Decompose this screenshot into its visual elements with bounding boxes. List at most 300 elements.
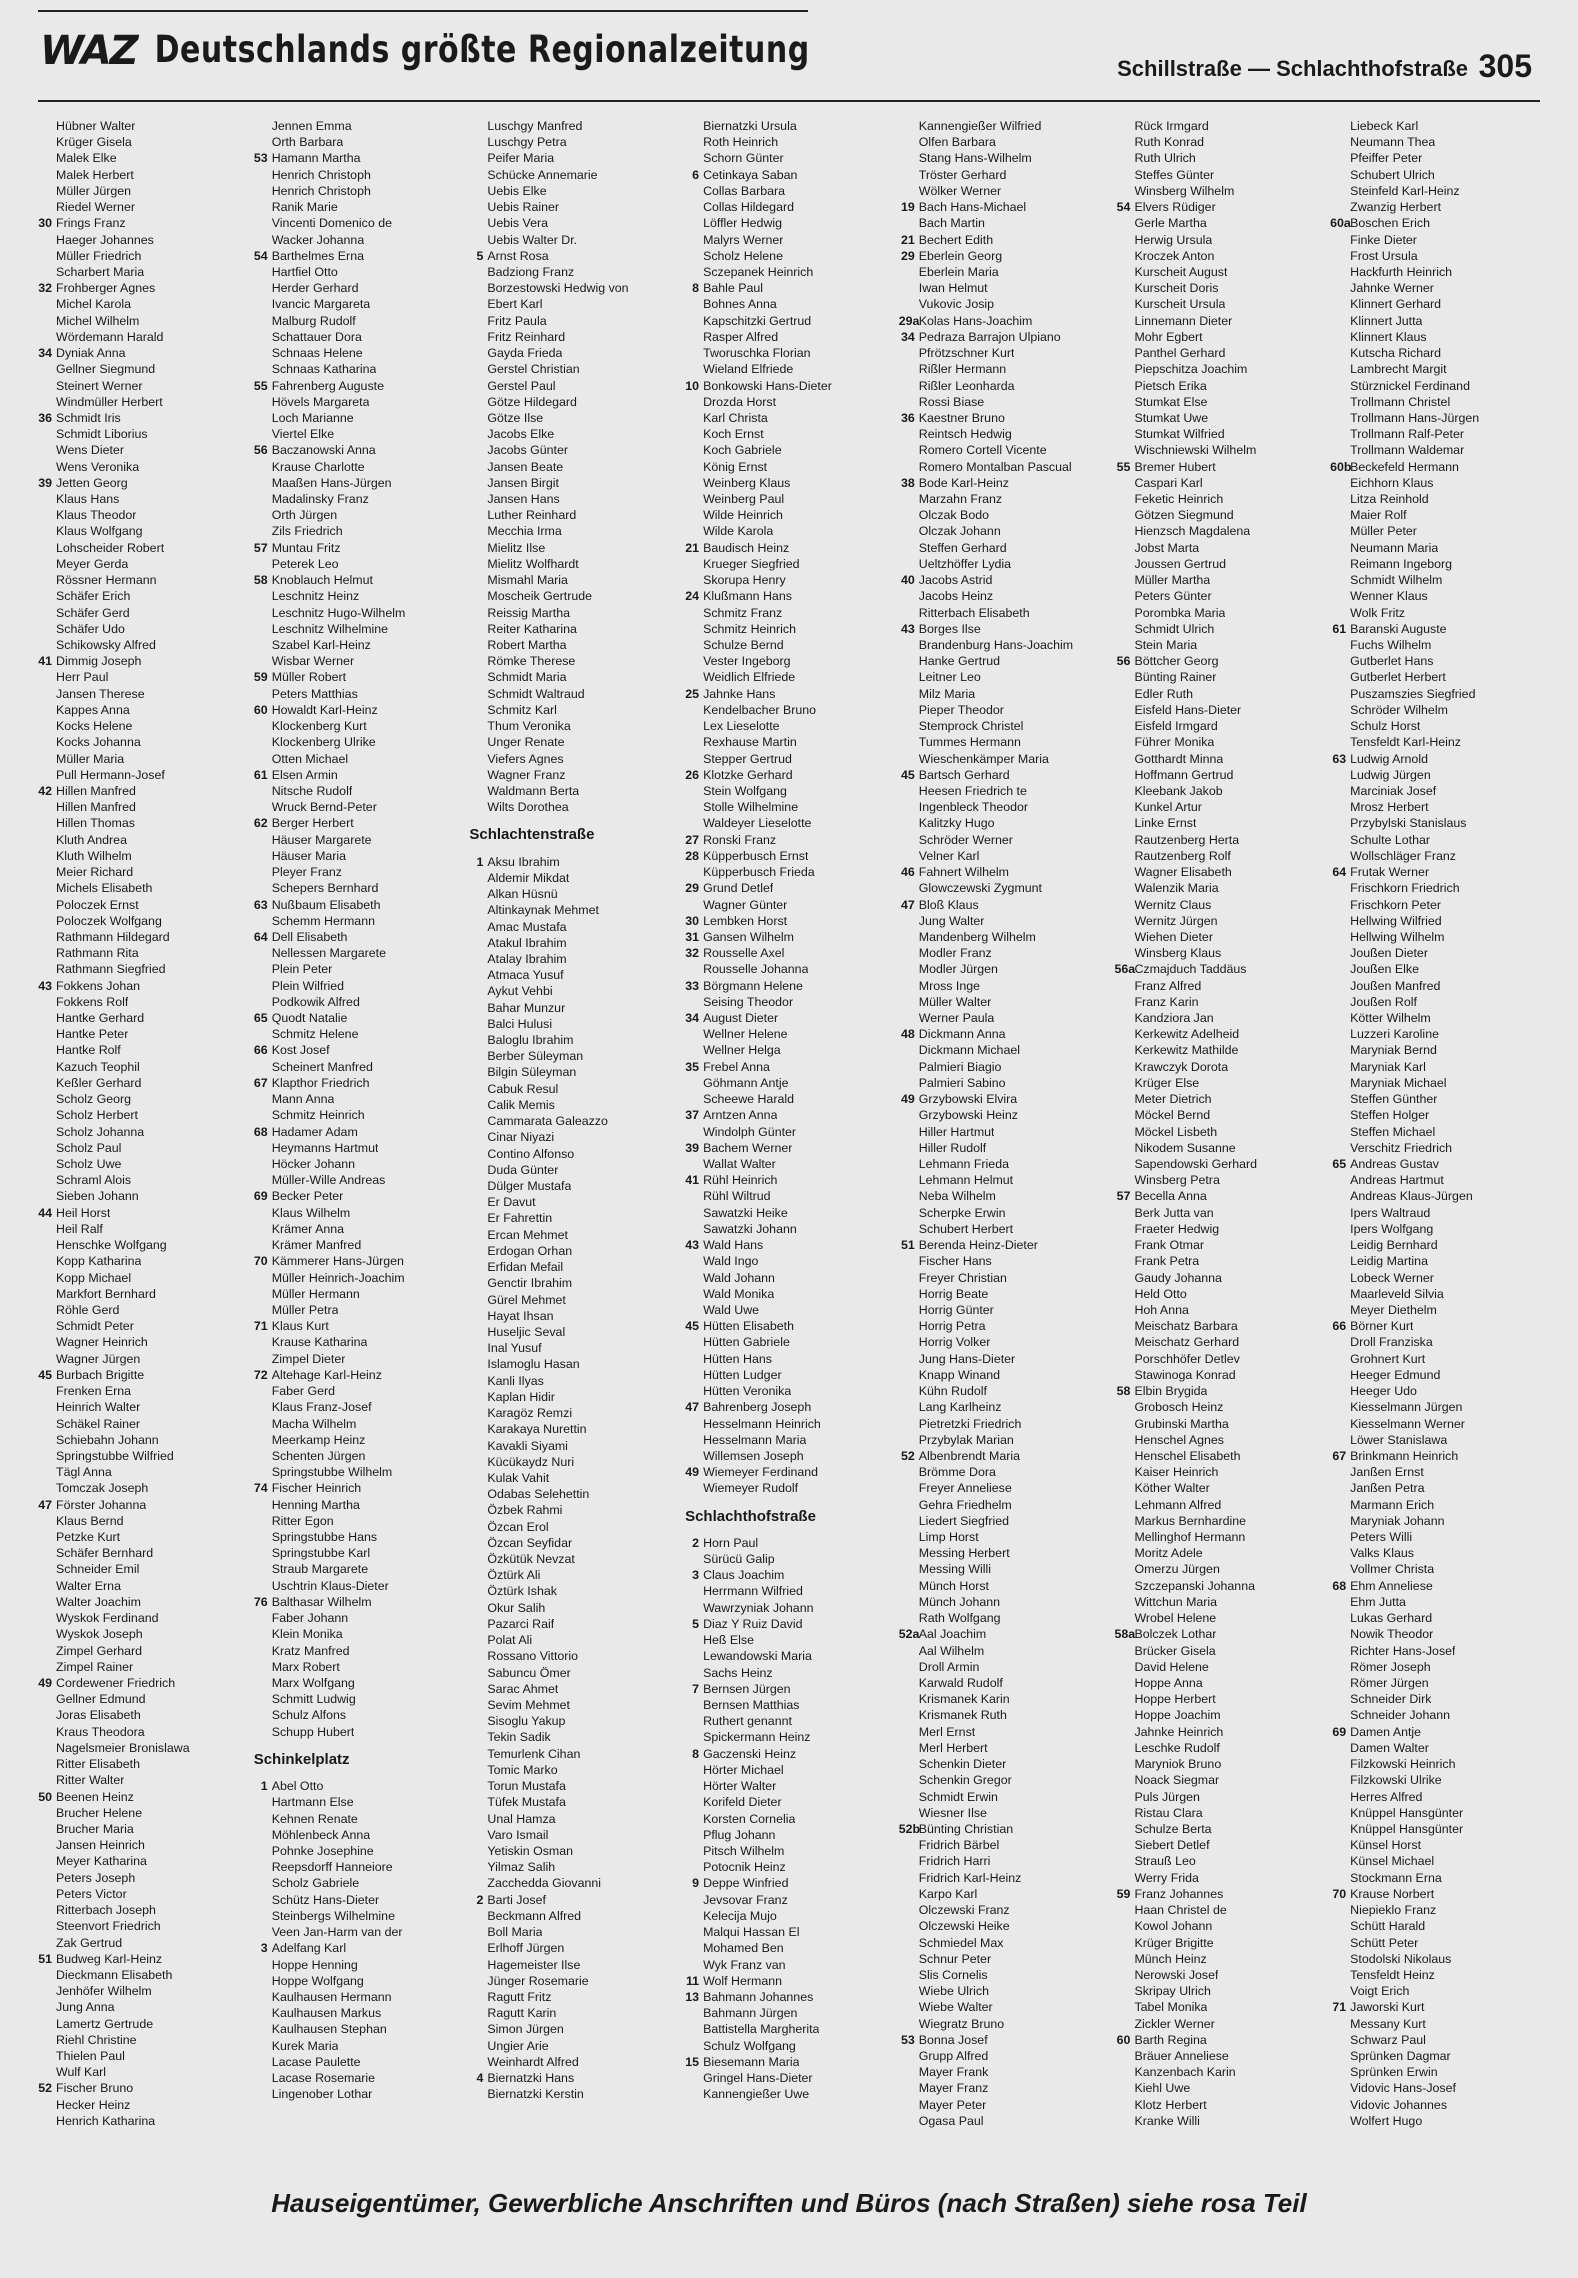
- resident-name: Mohamed Ben: [703, 1941, 784, 1956]
- resident-entry: [1114, 199, 1326, 215]
- house-number: [252, 1827, 272, 1843]
- resident-name: Simon Jürgen: [487, 2022, 564, 2037]
- resident-entry: [683, 150, 895, 166]
- resident-name: Bräuer Anneliese: [1134, 2049, 1229, 2064]
- resident-entry: [1330, 1967, 1542, 1983]
- house-number: [1114, 1237, 1134, 1253]
- resident-entry: [467, 313, 679, 329]
- resident-entry: [252, 264, 464, 280]
- resident-name: Leschke Rudolf: [1134, 1740, 1220, 1755]
- resident-name: Höcker Johann: [271, 1157, 356, 1171]
- house-number: [467, 967, 487, 983]
- house-number: [252, 1989, 272, 2005]
- house-number: [1114, 702, 1134, 718]
- house-number: [1114, 1967, 1134, 1983]
- house-number: [252, 1875, 272, 1891]
- resident-name: Slis Cornelis: [918, 1967, 988, 1982]
- resident-entry: [899, 1675, 1111, 1691]
- resident-entry: [467, 1194, 679, 1210]
- resident-entry: [252, 978, 464, 994]
- house-number: [1330, 1529, 1350, 1545]
- resident-entry: [467, 1243, 679, 1259]
- house-number: [899, 1497, 919, 1513]
- resident-name: Joußen Dieter: [1350, 946, 1428, 961]
- house-number: [1330, 815, 1350, 831]
- resident-entry: [899, 1042, 1111, 1058]
- house-number: [1330, 280, 1350, 296]
- resident-name: Grobosch Heinz: [1134, 1400, 1224, 1415]
- house-number: 69: [1332, 1724, 1347, 1739]
- resident-name: Malyrs Werner: [703, 232, 784, 247]
- resident-entry: [467, 1551, 679, 1567]
- resident-name: Dickmann Anna: [918, 1027, 1006, 1042]
- house-number: [1330, 2032, 1350, 2048]
- house-number: [1114, 669, 1134, 685]
- resident-entry: [1114, 345, 1326, 361]
- resident-name: Michel Wilhelm: [56, 313, 140, 328]
- resident-entry: [899, 1237, 1111, 1253]
- house-number: [899, 783, 919, 799]
- house-number: [899, 1188, 919, 1204]
- house-number: [467, 1308, 487, 1324]
- house-number: 60b: [1330, 459, 1352, 474]
- resident-name: Hübner Walter: [56, 119, 136, 133]
- resident-entry: [899, 1399, 1111, 1415]
- resident-entry: [467, 215, 679, 231]
- resident-name: Kaestner Bruno: [918, 410, 1005, 425]
- resident-name: Heesen Friedrich te: [918, 783, 1027, 798]
- house-number: [1114, 1010, 1134, 1026]
- resident-name: Moritz Adele: [1134, 1546, 1203, 1561]
- resident-entry: [467, 1940, 679, 1956]
- resident-name: Ingenbleck Theodor: [918, 800, 1029, 815]
- resident-name: Kranke Willi: [1134, 2113, 1200, 2128]
- house-number: [36, 1221, 56, 1237]
- resident-name: Puls Jürgen: [1134, 1789, 1200, 1804]
- house-number: [1330, 1188, 1350, 1204]
- house-number: 21: [900, 232, 915, 247]
- resident-entry: [36, 1010, 248, 1026]
- resident-entry: [1330, 1853, 1542, 1869]
- resident-name: Wiebe Ulrich: [918, 1984, 989, 1999]
- resident-name: Franz Karin: [1134, 994, 1199, 1009]
- resident-entry: [899, 313, 1111, 329]
- resident-entry: [252, 686, 464, 702]
- house-number: [1114, 2097, 1134, 2113]
- house-number: [467, 621, 487, 637]
- house-number: [1330, 426, 1350, 442]
- resident-name: Gaczenski Heinz: [703, 1746, 797, 1761]
- house-number: [683, 491, 703, 507]
- resident-name: Cammarata Galeazzo: [487, 1114, 608, 1129]
- resident-name: Nitsche Rudolf: [271, 783, 353, 798]
- house-number: [899, 507, 919, 523]
- resident-name: Schenten Jürgen: [271, 1448, 366, 1463]
- resident-entry: [467, 1454, 679, 1470]
- resident-entry: [252, 1827, 464, 1843]
- house-number: [1114, 1740, 1134, 1756]
- resident-entry: [36, 832, 248, 848]
- resident-name: Trollmann Christel: [1350, 394, 1451, 409]
- resident-name: Hillen Manfred: [56, 800, 136, 815]
- resident-entry: [683, 1665, 895, 1681]
- house-number: [252, 621, 272, 637]
- house-number: [1330, 588, 1350, 604]
- resident-entry: [467, 605, 679, 621]
- resident-name: Vidovic Hans-Josef: [1350, 2081, 1456, 2096]
- house-number: [252, 1026, 272, 1042]
- resident-entry: [683, 134, 895, 150]
- resident-entry: [683, 799, 895, 815]
- house-number: [36, 248, 56, 264]
- resident-entry: [899, 1659, 1111, 1675]
- resident-name: Badziong Franz: [487, 264, 575, 279]
- house-number: [467, 1454, 487, 1470]
- resident-name: Löffler Hedwig: [703, 216, 783, 231]
- resident-entry: [899, 410, 1111, 426]
- house-number: [252, 1302, 272, 1318]
- resident-entry: [467, 1583, 679, 1599]
- house-number: [1114, 394, 1134, 410]
- resident-entry: [899, 183, 1111, 199]
- resident-entry: [1114, 1789, 1326, 1805]
- house-number: [252, 653, 272, 669]
- resident-entry: [252, 1578, 464, 1594]
- house-number: [1330, 2097, 1350, 2113]
- resident-name: Scheinert Manfred: [271, 1059, 373, 1074]
- resident-entry: [1330, 2064, 1542, 2080]
- house-number: [1114, 507, 1134, 523]
- house-number: [36, 1707, 56, 1723]
- house-number: [1114, 572, 1134, 588]
- house-number: [36, 1772, 56, 1788]
- resident-name: Schnaas Helene: [271, 346, 363, 361]
- resident-name: Held Otto: [1134, 1286, 1187, 1301]
- house-number: 43: [685, 1238, 700, 1253]
- resident-entry: [36, 1075, 248, 1091]
- resident-name: Steenvort Friedrich: [56, 1919, 161, 1934]
- resident-name: Krismanek Ruth: [918, 1708, 1007, 1723]
- resident-entry: [1330, 394, 1542, 410]
- resident-name: Jahnke Heinrich: [1134, 1724, 1224, 1739]
- resident-entry: [1330, 1821, 1542, 1837]
- resident-name: Kaulhausen Stephan: [271, 2022, 387, 2037]
- house-number: [1330, 1967, 1350, 1983]
- resident-name: Sachs Heinz: [703, 1665, 773, 1680]
- resident-name: Klinnert Gerhard: [1350, 297, 1442, 312]
- resident-entry: [1114, 621, 1326, 637]
- house-number: [1114, 1691, 1134, 1707]
- resident-name: Scheewe Harald: [703, 1092, 794, 1107]
- house-number: [467, 2021, 487, 2037]
- resident-name: Howaldt Karl-Heinz: [271, 702, 378, 717]
- house-number: [899, 1383, 919, 1399]
- house-number: [1114, 378, 1134, 394]
- resident-entry: [36, 1853, 248, 1869]
- resident-name: Hantke Rolf: [56, 1043, 121, 1058]
- resident-name: Maryniak Michael: [1350, 1075, 1447, 1090]
- resident-entry: [467, 1811, 679, 1827]
- resident-entry: [36, 605, 248, 621]
- resident-name: Roth Heinrich: [703, 135, 779, 150]
- house-number: [1330, 783, 1350, 799]
- resident-name: Müller Robert: [271, 670, 347, 685]
- house-number: [683, 199, 703, 215]
- resident-name: Wellner Helene: [703, 1027, 788, 1042]
- resident-name: Baranski Auguste: [1350, 621, 1447, 636]
- house-number: [36, 1935, 56, 1951]
- resident-entry: [899, 1286, 1111, 1302]
- resident-name: Wruck Bernd-Peter: [271, 800, 377, 815]
- house-number: [683, 1188, 703, 1204]
- resident-entry: [1114, 588, 1326, 604]
- resident-entry: [1330, 864, 1542, 880]
- resident-entry: [899, 669, 1111, 685]
- resident-entry: [1330, 1351, 1542, 1367]
- resident-name: Okur Salih: [487, 1600, 546, 1615]
- house-number: [899, 1545, 919, 1561]
- resident-name: Springstubbe Wilhelm: [271, 1465, 393, 1480]
- house-number: [1330, 2113, 1350, 2129]
- resident-entry: [1114, 507, 1326, 523]
- house-number: [1114, 848, 1134, 864]
- resident-name: Nowik Theodor: [1350, 1627, 1434, 1642]
- resident-name: Kleebank Jakob: [1134, 783, 1223, 798]
- house-number: [36, 2032, 56, 2048]
- house-number: [467, 150, 487, 166]
- resident-name: Bremer Hubert: [1134, 459, 1216, 474]
- resident-name: Rück Irmgard: [1134, 119, 1209, 133]
- resident-entry: [36, 1286, 248, 1302]
- house-number: [36, 637, 56, 653]
- resident-entry: [1330, 1172, 1542, 1188]
- resident-name: Porschhöfer Detlev: [1134, 1351, 1240, 1366]
- house-number: [467, 686, 487, 702]
- house-number: [1114, 1042, 1134, 1058]
- resident-name: Lewandowski Maria: [703, 1649, 812, 1664]
- resident-name: Bolczek Lothar: [1134, 1627, 1217, 1642]
- resident-name: Schmidt Maria: [487, 670, 567, 685]
- resident-name: Weinhardt Alfred: [487, 2054, 579, 2069]
- house-number: 8: [692, 281, 700, 296]
- resident-name: Wulf Karl: [56, 2065, 107, 2080]
- house-number: [36, 150, 56, 166]
- resident-entry: [683, 199, 895, 215]
- resident-name: Biernatzki Hans: [487, 2071, 575, 2086]
- resident-entry: [36, 1124, 248, 1140]
- resident-entry: [467, 702, 679, 718]
- resident-entry: [252, 718, 464, 734]
- resident-entry: [683, 491, 895, 507]
- resident-name: Fischer Bruno: [56, 2081, 134, 2096]
- house-number: [683, 1713, 703, 1729]
- resident-name: Rißler Hermann: [918, 362, 1007, 377]
- house-number: [252, 1908, 272, 1924]
- resident-entry: [252, 442, 464, 458]
- resident-entry: [1330, 978, 1542, 994]
- resident-entry: [467, 150, 679, 166]
- house-number: [252, 1237, 272, 1253]
- resident-name: Lukas Gerhard: [1350, 1611, 1433, 1626]
- resident-name: Kost Josef: [271, 1043, 330, 1058]
- resident-name: Pohnke Josephine: [271, 1843, 374, 1858]
- resident-entry: [1114, 1464, 1326, 1480]
- house-number: [899, 1367, 919, 1383]
- resident-name: Uschtrin Klaus-Dieter: [271, 1578, 389, 1593]
- newspaper-logo: WAZ: [40, 28, 137, 74]
- house-number: [899, 718, 919, 734]
- house-number: [1330, 605, 1350, 621]
- resident-entry: [36, 621, 248, 637]
- resident-entry: [252, 459, 464, 475]
- resident-entry: [1330, 1659, 1542, 1675]
- house-number: [683, 394, 703, 410]
- resident-name: Mandenberg Wilhelm: [918, 929, 1036, 944]
- house-number: 9: [692, 1876, 700, 1891]
- resident-name: Reintsch Hedwig: [918, 427, 1012, 442]
- resident-entry: [1114, 961, 1326, 977]
- resident-name: Thielen Paul: [56, 2049, 125, 2064]
- house-number: [467, 361, 487, 377]
- resident-entry: [1330, 2016, 1542, 2032]
- house-number: 47: [38, 1497, 52, 1512]
- resident-entry: [1330, 361, 1542, 377]
- resident-entry: [36, 2032, 248, 2048]
- resident-name: Hantke Gerhard: [56, 1011, 145, 1026]
- resident-entry: [899, 329, 1111, 345]
- house-number: [1114, 1124, 1134, 1140]
- house-number: [252, 507, 272, 523]
- resident-entry: [252, 345, 464, 361]
- house-number: [1330, 313, 1350, 329]
- house-number: [252, 1626, 272, 1642]
- house-number: [1330, 1270, 1350, 1286]
- resident-entry: [683, 913, 895, 929]
- resident-name: Bünting Rainer: [1134, 670, 1217, 685]
- resident-name: Stockmann Erna: [1350, 1870, 1442, 1885]
- resident-name: Özcan Seyfidar: [487, 1535, 573, 1550]
- resident-entry: [1114, 329, 1326, 345]
- house-number: [252, 994, 272, 1010]
- house-number: [1330, 1951, 1350, 1967]
- house-number: [1330, 734, 1350, 750]
- resident-entry: [1114, 1918, 1326, 1934]
- resident-name: Krismanek Karin: [918, 1692, 1010, 1707]
- resident-name: Özkütük Nevzat: [487, 1552, 575, 1567]
- house-number: [36, 426, 56, 442]
- resident-entry: [899, 1464, 1111, 1480]
- resident-entry: [252, 1205, 464, 1221]
- resident-name: Henrich Christoph: [271, 183, 371, 198]
- resident-name: Römke Therese: [487, 654, 576, 669]
- house-number: [36, 1107, 56, 1123]
- resident-entry: [1114, 1821, 1326, 1837]
- house-number: [252, 2054, 272, 2070]
- house-number: [1330, 1383, 1350, 1399]
- resident-name: Borges Ilse: [918, 621, 981, 636]
- house-number: [467, 1389, 487, 1405]
- resident-name: Ragutt Fritz: [487, 1989, 552, 2004]
- resident-entry: [252, 1091, 464, 1107]
- house-number: 76: [253, 1594, 268, 1609]
- house-number: [1330, 832, 1350, 848]
- house-number: [899, 669, 919, 685]
- resident-name: Kolas Hans-Joachim: [918, 313, 1033, 328]
- resident-name: Wens Dieter: [56, 443, 124, 458]
- resident-entry: [1330, 410, 1542, 426]
- house-number: [1330, 1075, 1350, 1091]
- resident-name: Jetten Georg: [56, 475, 128, 490]
- resident-name: Riehl Christine: [56, 2032, 137, 2047]
- resident-name: Poloczek Wolfgang: [56, 913, 162, 928]
- resident-name: Schulz Alfons: [271, 1708, 347, 1723]
- resident-name: Freyer Anneliese: [918, 1481, 1012, 1496]
- resident-name: Scharbert Maria: [56, 264, 145, 279]
- house-number: [1114, 1643, 1134, 1659]
- resident-entry: [467, 919, 679, 935]
- resident-entry: [252, 1026, 464, 1042]
- resident-name: Baudisch Heinz: [703, 540, 790, 555]
- resident-entry: [252, 1691, 464, 1707]
- resident-entry: [683, 1567, 895, 1583]
- house-number: [683, 1908, 703, 1924]
- resident-name: Mayer Peter: [918, 2097, 987, 2112]
- resident-name: Berber Süleyman: [487, 1049, 584, 1064]
- house-number: [467, 1924, 487, 1940]
- resident-entry: [1330, 491, 1542, 507]
- resident-entry: [36, 2048, 248, 2064]
- resident-entry: [36, 1707, 248, 1723]
- resident-entry: [899, 621, 1111, 637]
- house-number: [1330, 475, 1350, 491]
- house-number: [899, 1902, 919, 1918]
- resident-entry: [1114, 150, 1326, 166]
- resident-entry: [36, 1480, 248, 1496]
- house-number: [1330, 799, 1350, 815]
- house-number: [467, 1811, 487, 1827]
- house-number: [899, 1318, 919, 1334]
- resident-name: Fritz Paula: [487, 313, 547, 328]
- resident-entry: [899, 1594, 1111, 1610]
- house-number: [899, 540, 919, 556]
- resident-entry: [1114, 1999, 1326, 2015]
- house-number: 47: [900, 897, 915, 912]
- house-number: [1114, 1448, 1134, 1464]
- house-number: [1114, 1480, 1134, 1496]
- resident-name: Varo Ismail: [487, 1827, 549, 1842]
- resident-name: Wagner Günter: [703, 897, 788, 912]
- house-number: [252, 751, 272, 767]
- house-number: [36, 718, 56, 734]
- resident-entry: [899, 1951, 1111, 1967]
- house-number: [1330, 232, 1350, 248]
- house-number: [683, 783, 703, 799]
- resident-entry: [467, 296, 679, 312]
- resident-entry: [1330, 378, 1542, 394]
- resident-name: Palmieri Sabino: [918, 1075, 1006, 1090]
- directory-column-1: [32, 118, 248, 2168]
- house-number: [1114, 1951, 1134, 1967]
- resident-entry: [467, 1989, 679, 2005]
- resident-name: Lacase Paulette: [271, 2054, 361, 2069]
- resident-entry: [467, 653, 679, 669]
- resident-name: Andreas Hartmut: [1350, 1173, 1444, 1188]
- resident-name: Frost Ursula: [1350, 248, 1418, 263]
- house-number: [1114, 1091, 1134, 1107]
- house-number: [899, 167, 919, 183]
- resident-entry: [36, 864, 248, 880]
- resident-name: Tworuschka Florian: [703, 346, 811, 361]
